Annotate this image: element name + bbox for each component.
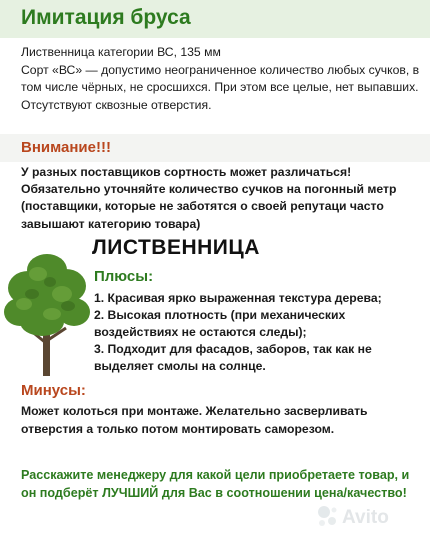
pros-list — [94, 290, 424, 375]
watermark-text: Avito — [342, 507, 389, 528]
pros-item: 3. Подходит для фасадов, заборов, так как не выделяет смолы на солнце. — [94, 342, 372, 373]
pros-item: 2. Высокая плотность (при механических воздействиях не остаются следы); — [94, 308, 346, 339]
warning-title: Внимание!!! — [21, 139, 111, 156]
intro-block — [21, 44, 421, 114]
intro-description: Сорт «ВС» — допустимо неограниченное количество любых сучков, в том числе чёрных, не сросшихся. При этом все целые, нет выпавших. Отсутствуют сквозные отверстия. — [21, 62, 420, 112]
call-to-action: Расскажите менеджеру для какой цели приобретаете товар, и он подберёт ЛУЧШИЙ для Вас в соотношении цена/качество! — [21, 468, 410, 501]
warning-text: У разных поставщиков сортность может различаться! Обязательно уточняйте количество сучков на погонный метр (поставщики, которые не заботятся о своей репутаци часто завышают категорию товара) — [21, 165, 397, 231]
cons-text: Может колоться при монтаже. Желательно засверливать отверстия а только потом монтировать саморезом. — [21, 404, 368, 436]
intro-grade-line: Лиственница категории ВС, 135 мм — [21, 45, 221, 59]
tree-icon — [2, 248, 92, 378]
species-title: ЛИСТВЕННИЦА — [92, 236, 260, 259]
cons-title: Минусы: — [21, 382, 86, 399]
pros-title: Плюсы: — [94, 268, 154, 285]
pros-item: 1. Красивая ярко выраженная текстура дерева; — [94, 291, 382, 305]
page-title: Имитация бруса — [21, 6, 191, 29]
avito-logo-icon — [316, 503, 420, 529]
